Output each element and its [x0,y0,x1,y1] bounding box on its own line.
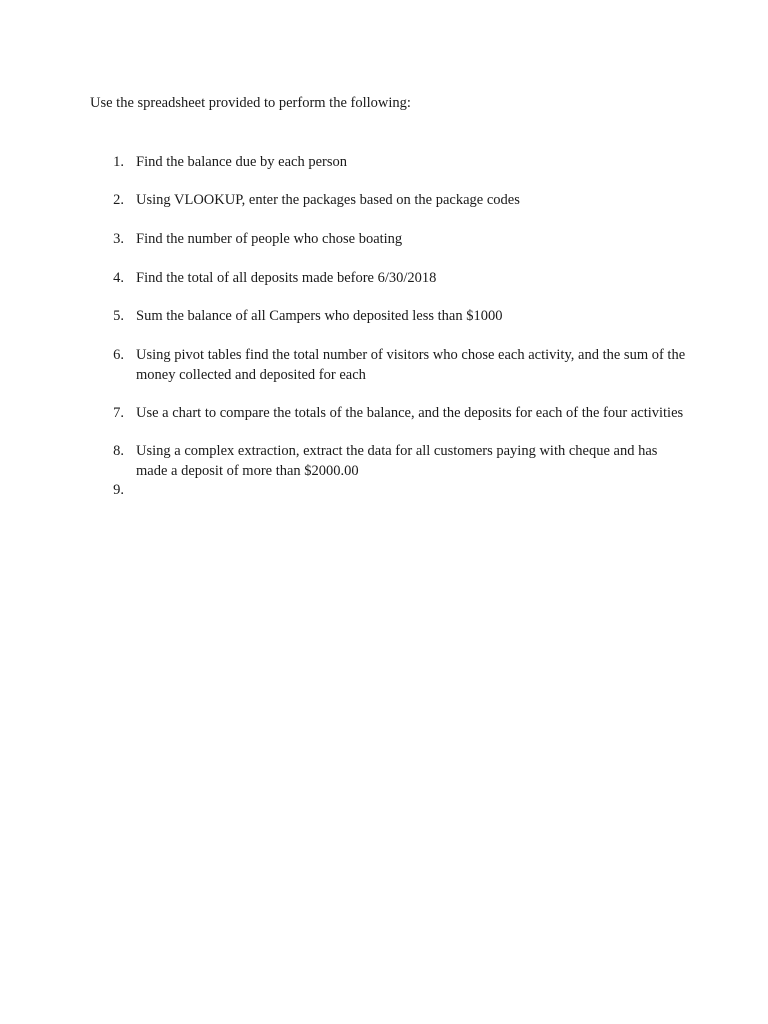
list-item-number: 7. [113,405,124,421]
list-item-text: Find the total of all deposits made before 6/30/2018 [136,270,437,286]
list-item-number: 5. [113,308,124,324]
list-item-number: 2. [113,192,124,208]
list-item-number: 3. [113,231,124,247]
list-item-number: 1. [113,154,124,170]
list-item-number: 9. [113,482,124,498]
list-item-text: Use a chart to compare the totals of the balance, and the deposits for each of the four activities [136,405,684,421]
list-item-text: Find the number of people who chose boating [136,231,403,247]
list-item-number: 8. [113,443,124,459]
list-item-text: Using a complex extraction, extract the data for all customers paying with cheque and has made a deposit of more than $2000.00 [136,443,658,479]
list-item-number: 6. [113,347,124,363]
intro-paragraph: Use the spreadsheet provided to perform the following: [90,95,411,111]
list-item-text: Sum the balance of all Campers who deposited less than $1000 [136,308,503,324]
list-item-text: Find the balance due by each person [136,154,347,170]
list-item-text: Using pivot tables find the total number of visitors who chose each activity, and the sum of the money collected and deposited for each [136,347,686,383]
list-item-number: 4. [113,270,124,286]
list-item-text: Using VLOOKUP, enter the packages based on the package codes [136,192,520,208]
